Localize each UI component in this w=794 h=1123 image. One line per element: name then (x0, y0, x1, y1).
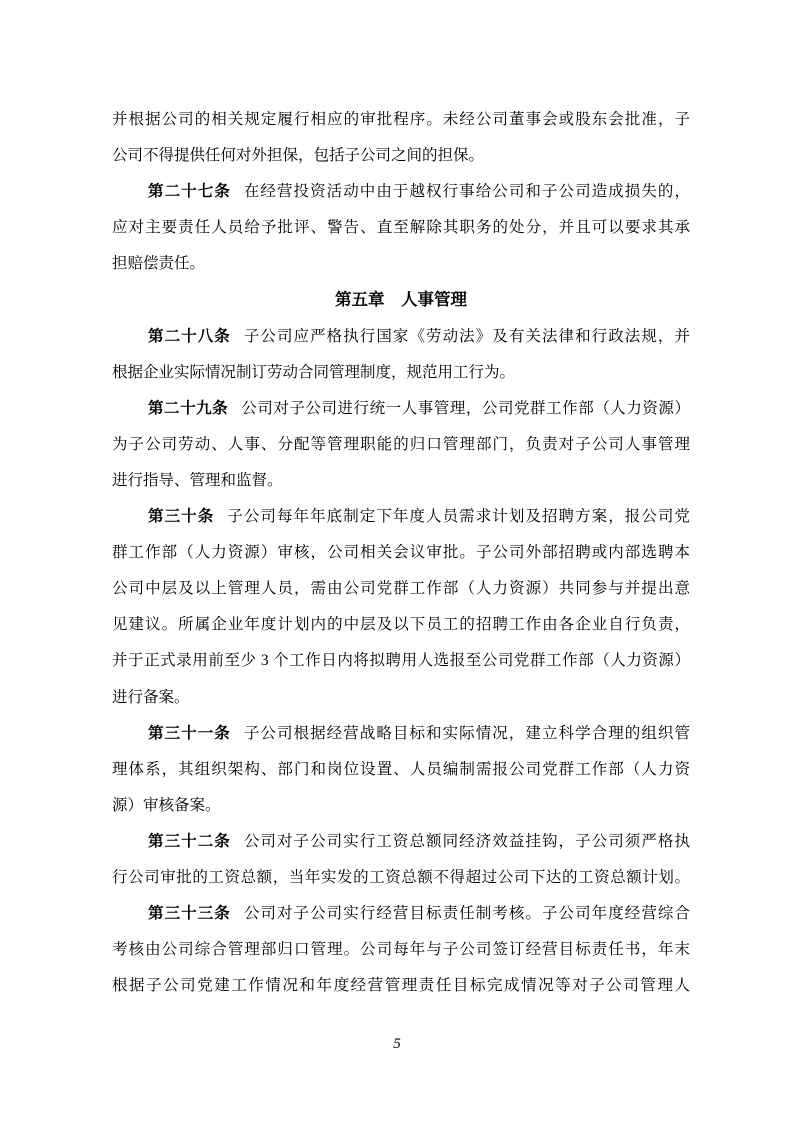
text-line-2: 公司不得提供任何对外担保，包括子公司之间的担保。 (112, 147, 485, 165)
article-33-label: 第三十三条 (148, 905, 231, 923)
text-line-11: 进行指导、管理和监督。 (112, 471, 283, 489)
article-31-label: 第三十一条 (148, 724, 231, 742)
article-31-line (112, 716, 690, 752)
text-line-16: 并于正式录用前至少 3 个工作日内将拟聘用人选报至公司党群工作部（人力资源） (112, 652, 690, 670)
article-33-text: 公司对子公司实行经营目标责任制考核。子公司年度经营综合 (243, 905, 690, 923)
text-line-17: 进行备案。 (112, 688, 190, 706)
text-line-19: 理体系，其组织架构、部门和岗位设置、人员编制需报公司党群工作部（人力资 (112, 760, 690, 778)
chapter-5-heading: 第五章 人事管理 (335, 290, 467, 310)
article-29-label: 第二十九条 (148, 399, 229, 417)
article-28-text: 子公司应严格执行国家《劳动法》及有关法律和行政法规，并 (243, 327, 690, 345)
article-31-text: 子公司根据经营战略目标和实际情况，建立科学合理的组织管 (243, 724, 690, 742)
text-line-22: 行公司审批的工资总额，当年实发的工资总额不得超过公司下达的工资总额计划。 (112, 868, 690, 886)
article-27-label: 第二十七条 (148, 183, 231, 201)
text-line-14: 公司中层及以上管理人员，需由公司党群工作部（人力资源）共同参与并提出意 (112, 580, 690, 598)
article-29-text: 公司对子公司进行统一人事管理，公司党群工作部（人力资源） (241, 399, 690, 417)
text-line-10: 为子公司劳动、人事、分配等管理职能的归口管理部门，负责对子公司人事管理 (112, 435, 690, 453)
article-32-text: 公司对子公司实行工资总额同经济效益挂钩，子公司须严格执 (243, 832, 690, 850)
text-line-15: 见建议。所属企业年度计划内的中层及以下员工的招聘工作由各企业自行负责， (112, 616, 690, 634)
article-30-label: 第三十条 (148, 508, 215, 526)
text-line-8: 根据企业实际情况制订劳动合同管理制度，规范用工行为。 (112, 363, 516, 381)
text-line-4: 应对主要责任人员给予批评、警告、直至解除其职务的处分，并且可以要求其承 (112, 219, 690, 237)
text-line-25: 根据子公司党建工作情况和年度经营管理责任目标完成情况等对子公司管理人 (112, 977, 690, 995)
text-line-13: 群工作部（人力资源）审核，公司相关会议审批。子公司外部招聘或内部选聘本 (112, 544, 690, 562)
article-27-line (112, 174, 690, 210)
article-29-line (112, 391, 690, 427)
article-32-label: 第三十二条 (148, 832, 231, 850)
article-33-line (112, 896, 690, 932)
article-32-line (112, 824, 690, 860)
article-30-line (112, 499, 690, 535)
text-line-5: 担赔偿责任。 (112, 255, 206, 273)
text-line-24: 考核由公司综合管理部归口管理。公司每年与子公司签订经营目标责任书，年末 (112, 941, 690, 959)
page-number: 5 (393, 1036, 401, 1052)
article-30-text: 子公司每年年底制定下年度人员需求计划及招聘方案，报公司党 (227, 508, 690, 526)
page-content (112, 102, 690, 1004)
article-27-text: 在经营投资活动中由于越权行事给公司和子公司造成损失的， (243, 183, 690, 201)
article-28-line (112, 319, 690, 355)
text-line-20: 源）审核备案。 (112, 796, 221, 814)
article-28-label: 第二十八条 (148, 327, 231, 345)
text-line-1: 并根据公司的相关规定履行相应的审批程序。未经公司董事会或股东会批准，子 (112, 111, 690, 128)
